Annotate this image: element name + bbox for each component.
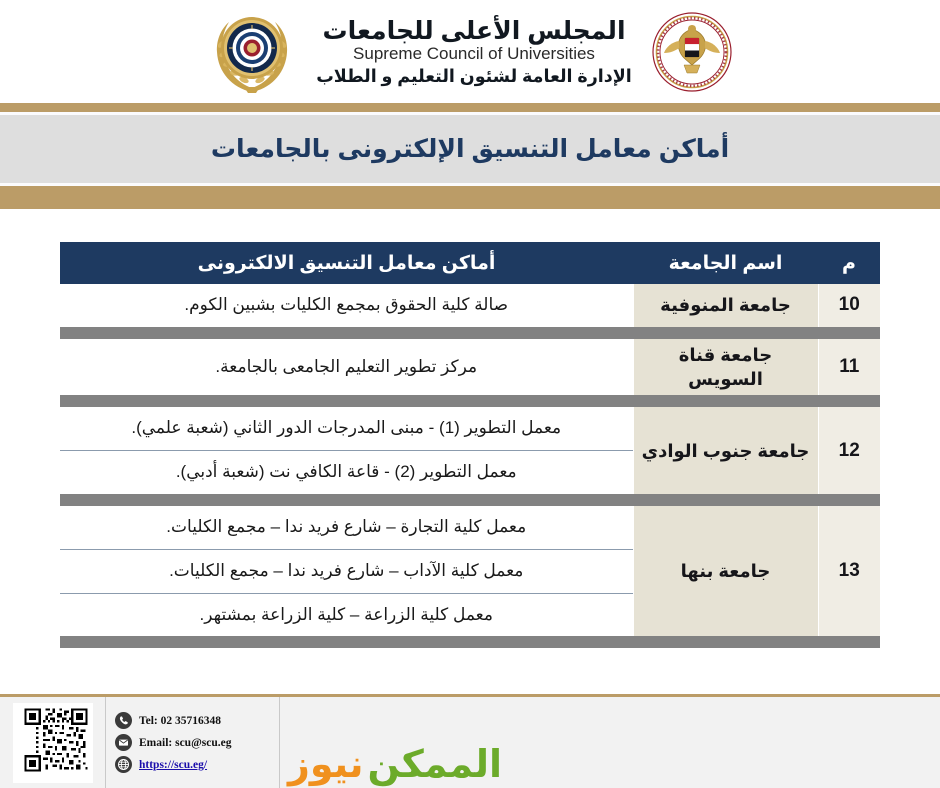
department-name-arabic: الإدارة العامة لشئون التعليم و الطلاب	[316, 65, 632, 86]
table-header-row	[60, 242, 880, 284]
scu-emblem-icon	[206, 8, 298, 96]
watermark-text-orange: نيوز	[288, 744, 364, 786]
lab-locations	[60, 339, 633, 396]
row-separator	[60, 395, 880, 407]
row-number: 11	[818, 339, 880, 396]
row-separator	[60, 636, 880, 648]
lab-locations	[60, 407, 633, 494]
globe-icon	[115, 756, 132, 773]
row-number: 12	[818, 407, 880, 494]
contact-email-row	[115, 734, 270, 751]
phone-number: Tel: 02 35716348	[139, 714, 221, 727]
university-name: جامعة جنوب الوادي	[633, 407, 818, 494]
news-watermark-logo	[288, 746, 502, 784]
lab-locations	[60, 284, 633, 327]
column-header-lab-locations: أماكن معامل التنسيق الالكترونى	[60, 242, 633, 284]
lab-locations	[60, 506, 633, 636]
lab-location-line: معمل كلية الآداب – شارع فريد ندا – مجمع الكليات.	[60, 549, 633, 593]
university-name: جامعة قناة السويس	[633, 339, 818, 396]
table-row	[60, 506, 880, 636]
university-name: جامعة بنها	[633, 506, 818, 636]
council-name-english: Supreme Council of Universities	[353, 44, 595, 64]
row-number: 13	[818, 506, 880, 636]
ministry-seal-icon	[650, 10, 734, 94]
qr-code	[13, 703, 93, 783]
contact-phone-row	[115, 712, 270, 729]
page-title: أماكن معامل التنسيق الإلكترونى بالجامعات	[210, 135, 730, 163]
council-name-arabic: المجلس الأعلى للجامعات	[322, 16, 626, 45]
row-separator	[60, 327, 880, 339]
footer-left-area	[280, 697, 940, 788]
page-header	[0, 0, 940, 103]
envelope-icon	[115, 734, 132, 751]
accent-bar-top	[0, 103, 940, 112]
qr-code-container	[0, 697, 105, 788]
contact-info-box	[105, 697, 280, 788]
contact-website-row[interactable]	[115, 756, 270, 773]
row-number: 10	[818, 284, 880, 327]
lab-location-line: معمل التطوير (1) - مبنى المدرجات الدور الثاني (شعبة علمي).	[131, 418, 562, 438]
watermark-text-green: الممكن	[367, 744, 503, 786]
page-title-banner	[0, 112, 940, 186]
column-header-number: م	[818, 242, 880, 284]
row-separator	[60, 494, 880, 506]
lab-location-line: معمل كلية التجارة – شارع فريد ندا – مجمع الكليات.	[166, 516, 527, 536]
lab-location-line: صالة كلية الحقوق بمجمع الكليات بشبين الكوم.	[184, 295, 509, 314]
page-footer	[0, 697, 940, 788]
lab-location-line: مركز تطوير التعليم الجامعى بالجامعة.	[215, 356, 478, 376]
column-header-university: اسم الجامعة	[633, 242, 818, 284]
university-name: جامعة المنوفية	[633, 284, 818, 327]
coordination-labs-table	[60, 242, 880, 648]
lab-location-line: معمل التطوير (2) - قاعة الكافي نت (شعبة أدبي).	[60, 450, 633, 494]
header-titles	[312, 18, 636, 85]
accent-bar-bottom	[0, 186, 940, 209]
table-container	[0, 209, 940, 648]
table-row	[60, 284, 880, 327]
lab-location-line: معمل كلية الزراعة – كلية الزراعة بمشتهر.	[60, 593, 633, 637]
email-address: Email: scu@scu.eg	[139, 736, 232, 749]
phone-icon	[115, 712, 132, 729]
table-row	[60, 339, 880, 396]
website-link[interactable]: https://scu.eg/	[139, 758, 208, 771]
table-row	[60, 407, 880, 494]
